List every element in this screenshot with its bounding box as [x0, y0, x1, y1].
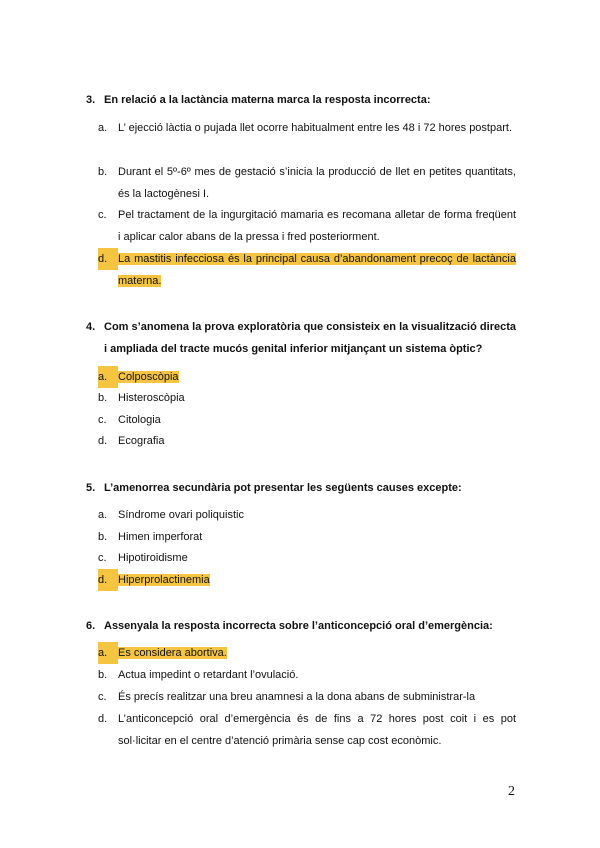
option-text [118, 248, 516, 292]
option-text: L’ ejecció làctia o pujada llet ocorre habitualment entre les 48 i 72 hores postpart. [118, 122, 512, 134]
option-letter: d. [98, 435, 108, 447]
option-text: Histeroscòpia [118, 392, 185, 404]
option-letter: b. [98, 392, 108, 404]
option-text [118, 642, 516, 664]
option-letter: c. [98, 691, 107, 703]
option-text: Pel tractament de la ingurgitació mamaria es recomana alletar de forma freqüent i aplicar calor abans de la pressa i fred posteriorment. [118, 209, 516, 243]
option-6b[interactable] [98, 664, 516, 686]
option-letter: d. [98, 713, 108, 725]
option-letter: a. [98, 509, 108, 521]
option-5b[interactable] [98, 526, 516, 548]
highlighted-answer: Hiperprolactinemia [118, 574, 210, 586]
option-3b[interactable] [98, 161, 516, 205]
option-letter: d. [98, 248, 118, 270]
question-5 [86, 477, 516, 499]
option-letter: c. [98, 209, 107, 221]
question-text: L’amenorrea secundària pot presentar les següents causes excepte: [104, 482, 462, 494]
option-letter: b. [98, 531, 108, 543]
question-number: 4. [86, 321, 96, 333]
option-5c[interactable] [98, 547, 516, 569]
option-text: Síndrome ovari poliquistic [118, 509, 244, 521]
option-letter: a. [98, 642, 118, 664]
option-6c[interactable] [98, 686, 516, 708]
question-text: En relació a la lactància materna marca la resposta incorrecta: [104, 94, 431, 106]
option-text: Citologia [118, 414, 161, 426]
question-6 [86, 615, 516, 637]
option-letter: b. [98, 166, 108, 178]
option-4b[interactable] [98, 387, 516, 409]
highlighted-answer: La mastitis infecciosa és la principal causa d’abandonament precoç de lactància materna. [118, 253, 516, 287]
option-3a[interactable] [98, 117, 516, 139]
option-letter: a. [98, 366, 118, 388]
option-text: Hipotiroidisme [118, 552, 188, 564]
option-3c[interactable] [98, 204, 516, 248]
option-letter: a. [98, 122, 108, 134]
question-4 [86, 316, 516, 360]
option-5d-highlighted[interactable] [98, 569, 516, 591]
option-4c[interactable] [98, 409, 516, 431]
question-number: 3. [86, 94, 96, 106]
option-text: Durant el 5º-6º mes de gestació s’inicia la producció de llet en petites quantitats, és la lactogènesi I. [118, 166, 516, 200]
option-letter: c. [98, 552, 107, 564]
question-number: 6. [86, 620, 96, 632]
option-letter: c. [98, 414, 107, 426]
option-text [118, 366, 516, 388]
option-5a[interactable] [98, 504, 516, 526]
option-3d-highlighted[interactable] [98, 248, 516, 292]
highlighted-answer: Es considera abortiva. [118, 647, 227, 659]
option-letter: d. [98, 569, 118, 591]
highlighted-answer: Colposcòpia [118, 371, 179, 383]
question-number: 5. [86, 482, 96, 494]
option-text: Himen imperforat [118, 531, 203, 543]
option-text: Actua impedint o retardant l’ovulació. [118, 669, 299, 681]
option-4d[interactable] [98, 430, 516, 452]
option-text: Ecografia [118, 435, 165, 447]
question-text: Com s’anomena la prova exploratòria que consisteix en la visualització directa i ampliada del tracte mucós genital inferior mitjançant un sistema òptic? [104, 321, 516, 355]
option-6a-highlighted[interactable] [98, 642, 516, 664]
option-letter: b. [98, 669, 108, 681]
question-3 [86, 89, 516, 111]
option-text [118, 569, 516, 591]
option-6d[interactable] [98, 708, 516, 752]
option-text: És precís realitzar una breu anamnesi a la dona abans de subministrar-la [118, 691, 476, 703]
page-number: 2 [508, 784, 515, 799]
option-text: L’anticoncepció oral d’emergència és de fins a 72 hores post coit i es pot sol·licitar en el centre d’atenció primària sense cap cost econòmic. [118, 713, 516, 747]
question-text: Assenyala la resposta incorrecta sobre l’anticoncepció oral d’emergència: [104, 620, 493, 632]
option-4a-highlighted[interactable] [98, 366, 516, 388]
